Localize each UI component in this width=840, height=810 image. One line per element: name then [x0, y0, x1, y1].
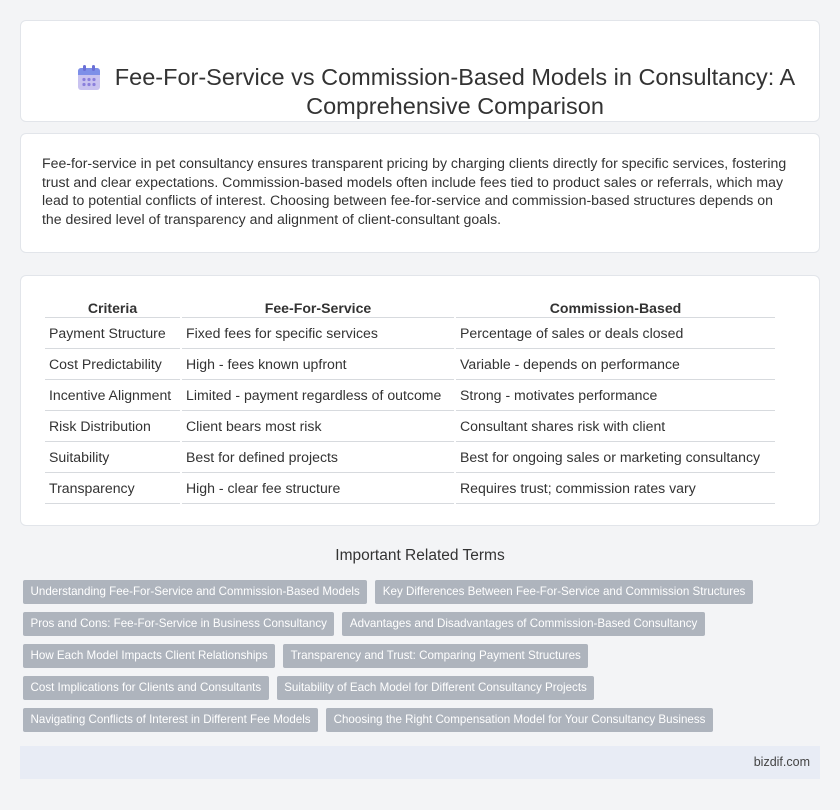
title-card — [20, 20, 820, 122]
related-term-tag[interactable]: Suitability of Each Model for Different Consultancy Projects — [277, 676, 595, 700]
tag-row — [23, 676, 803, 700]
related-term-tag[interactable]: Cost Implications for Clients and Consultants — [23, 676, 269, 700]
table-cell: Fixed fees for specific services — [182, 318, 454, 349]
table-cell: Best for ongoing sales or marketing consultancy — [456, 442, 775, 473]
table-row — [45, 349, 775, 380]
table-cell: Percentage of sales or deals closed — [456, 318, 775, 349]
table-cell: High - fees known upfront — [182, 349, 454, 380]
table-row — [45, 411, 775, 442]
related-term-tag[interactable]: Key Differences Between Fee-For-Service and Commission Structures — [375, 580, 753, 604]
tag-row — [23, 612, 803, 636]
table-cell: Best for defined projects — [182, 442, 454, 473]
table-header-row — [45, 296, 775, 318]
table-cell: Variable - depends on performance — [456, 349, 775, 380]
table-cell: Consultant shares risk with client — [456, 411, 775, 442]
related-term-tag[interactable]: Understanding Fee-For-Service and Commission-Based Models — [23, 580, 367, 604]
related-terms-list — [23, 580, 803, 740]
table-row — [45, 318, 775, 349]
table-row — [45, 442, 775, 473]
related-term-tag[interactable]: Pros and Cons: Fee-For-Service in Business Consultancy — [23, 612, 334, 636]
table-cell: Client bears most risk — [182, 411, 454, 442]
tag-row — [23, 580, 803, 604]
comparison-table — [43, 296, 777, 504]
table-cell: Transparency — [45, 473, 180, 504]
intro-paragraph: Fee-for-service in pet consultancy ensures transparent pricing by charging clients directly for specific services, fostering trust and clear expectations. Commission-based models often include fees tied to product sales or referrals, which may lead to potential conflicts of interest. Choosing between fee-for-service and commission-based structures depends on the desired level of transparency and alignment of client-consultant goals. — [42, 155, 787, 227]
related-terms-heading: Important Related Terms — [335, 547, 505, 564]
intro-card — [20, 133, 820, 253]
comparison-card — [20, 275, 820, 526]
related-term-tag[interactable]: How Each Model Impacts Client Relationships — [23, 644, 275, 668]
table-cell: Incentive Alignment — [45, 380, 180, 411]
footer-brand[interactable]: bizdif.com — [753, 755, 810, 769]
table-cell: Strong - motivates performance — [456, 380, 775, 411]
table-cell: Risk Distribution — [45, 411, 180, 442]
related-term-tag[interactable]: Choosing the Right Compensation Model for Your Consultancy Business — [326, 708, 713, 732]
table-cell: Suitability — [45, 442, 180, 473]
table-cell: Payment Structure — [45, 318, 180, 349]
related-term-tag[interactable]: Advantages and Disadvantages of Commission-Based Consultancy — [342, 612, 704, 636]
related-term-tag[interactable]: Transparency and Trust: Comparing Payment Structures — [283, 644, 588, 668]
page-title: Fee-For-Service vs Commission-Based Models in Consultancy: A Comprehensive Comparison — [114, 64, 796, 119]
table-cell: Cost Predictability — [45, 349, 180, 380]
column-header-fee-for-service: Fee-For-Service — [182, 296, 454, 318]
calendar-icon — [77, 65, 101, 91]
table-row — [45, 473, 775, 504]
table-row — [45, 380, 775, 411]
table-cell: Limited - payment regardless of outcome — [182, 380, 454, 411]
table-cell: Requires trust; commission rates vary — [456, 473, 775, 504]
tag-row — [23, 708, 803, 732]
related-term-tag[interactable]: Navigating Conflicts of Interest in Different Fee Models — [23, 708, 318, 732]
column-header-commission-based: Commission-Based — [456, 296, 775, 318]
table-cell: High - clear fee structure — [182, 473, 454, 504]
tag-row — [23, 644, 803, 668]
column-header-criteria: Criteria — [45, 296, 180, 318]
footer — [20, 746, 820, 779]
